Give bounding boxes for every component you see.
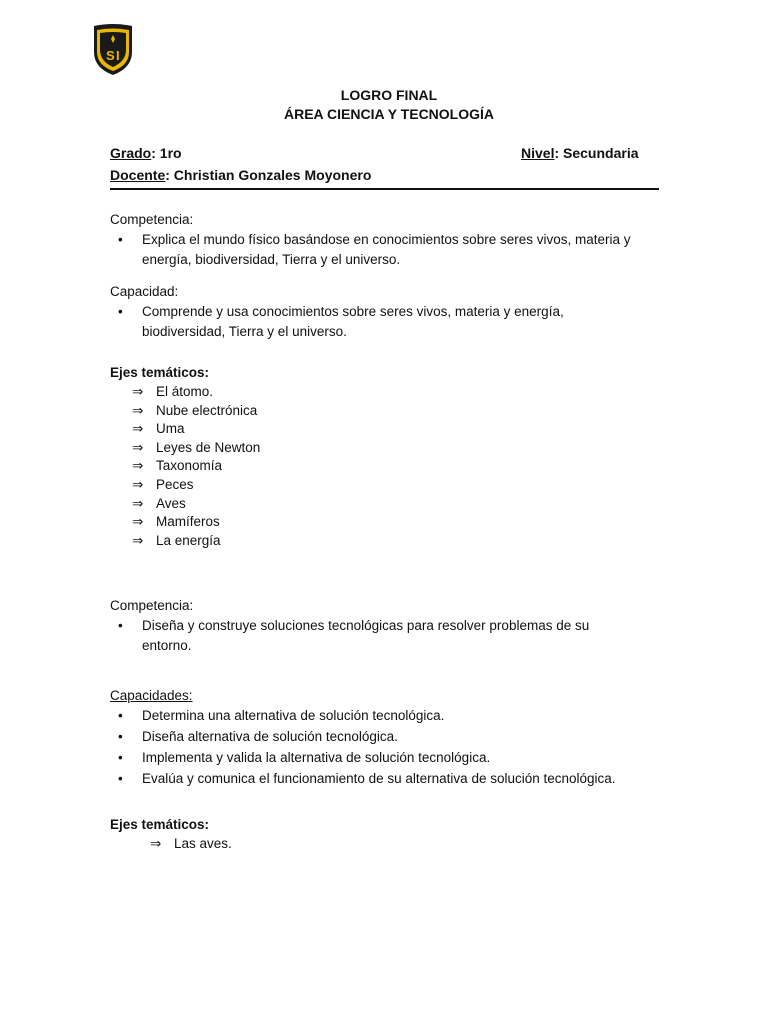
arrow-icon: ⇒ (132, 384, 144, 399)
arrow-icon: ⇒ (132, 476, 144, 492)
docente-field (110, 167, 371, 183)
svg-text:S: S (106, 48, 115, 63)
section-label: Capacidades: (110, 688, 193, 703)
arrow-icon: ⇒ (150, 836, 162, 851)
list-item: • Diseña alternativa de solución tecnológica. (110, 727, 670, 747)
arrow-icon: ⇒ (132, 495, 144, 511)
capacidades-section (110, 688, 670, 790)
list-item: ⇒ Leyes de Newton (132, 439, 510, 458)
section-label: Ejes temáticos: (110, 365, 210, 380)
nivel-field (521, 145, 639, 161)
competencia-section-1 (110, 212, 670, 271)
docente-value: : Christian Gonzales Moyonero (165, 167, 372, 183)
bullet-icon: • (118, 771, 123, 786)
nivel-label: Nivel (521, 145, 555, 161)
grado-field (110, 145, 182, 161)
list-item: ⇒ Uma (132, 420, 510, 439)
list-item: ⇒ El átomo. (132, 383, 510, 402)
section-label: Competencia: (110, 598, 194, 613)
ejes-tematicos-section-1 (110, 365, 510, 550)
section-label: Capacidad: (110, 284, 179, 299)
list-item: • Comprende y usa conocimientos sobre seres vivos, materia y energía, biodiversidad, Tierra y el universo. (118, 304, 564, 339)
arrow-icon: ⇒ (132, 421, 144, 437)
ejes-tematicos-section-2 (110, 817, 510, 854)
capacidad-section (110, 284, 610, 343)
svg-text:I: I (116, 48, 120, 63)
grado-value: : 1ro (151, 145, 182, 161)
list-item: • Explica el mundo físico basándose en conocimientos sobre seres vivos, materia y energía, biodiversidad, Tierra y el universo. (118, 232, 631, 267)
list-item: ⇒ Nube electrónica (132, 402, 510, 421)
bullet-icon: • (118, 618, 123, 633)
bullet-icon: • (118, 304, 123, 319)
document-subtitle: ÁREA CIENCIA Y TECNOLOGÍA (283, 106, 495, 122)
list-item: ⇒ Peces (132, 476, 510, 495)
school-crest-logo (90, 22, 136, 76)
list-item: ⇒ La energía (132, 532, 510, 551)
list-item: • Determina una alternativa de solución tecnológica. (110, 706, 670, 726)
grado-label: Grado (110, 145, 152, 161)
list-item: ⇒ Taxonomía (132, 457, 510, 476)
arrow-icon: ⇒ (132, 439, 144, 455)
arrow-icon: ⇒ (132, 514, 144, 530)
header-divider (110, 188, 659, 190)
bullet-icon: • (118, 708, 123, 723)
list-item: • Diseña y construye soluciones tecnológicas para resolver problemas de su entorno. (118, 618, 590, 653)
list-item: ⇒ Aves (132, 495, 510, 514)
section-label: Competencia: (110, 212, 194, 227)
document-title: LOGRO FINAL (340, 87, 438, 103)
list-item: • Implementa y valida la alternativa de solución tecnológica. (110, 748, 670, 768)
arrow-icon: ⇒ (132, 458, 144, 474)
arrow-icon: ⇒ (132, 402, 144, 418)
competencia-section-2 (110, 598, 630, 657)
nivel-value: : Secundaria (554, 145, 639, 161)
section-label: Ejes temáticos: (110, 817, 210, 832)
bullet-icon: • (118, 232, 123, 247)
bullet-icon: • (118, 729, 123, 744)
list-item: ⇒ Las aves. (150, 835, 510, 854)
list-item: ⇒ Mamíferos (132, 513, 510, 532)
bullet-icon: • (118, 750, 123, 765)
docente-label: Docente (110, 167, 166, 183)
arrow-icon: ⇒ (132, 532, 144, 548)
list-item: • Evalúa y comunica el funcionamiento de su alternativa de solución tecnológica. (110, 769, 670, 789)
